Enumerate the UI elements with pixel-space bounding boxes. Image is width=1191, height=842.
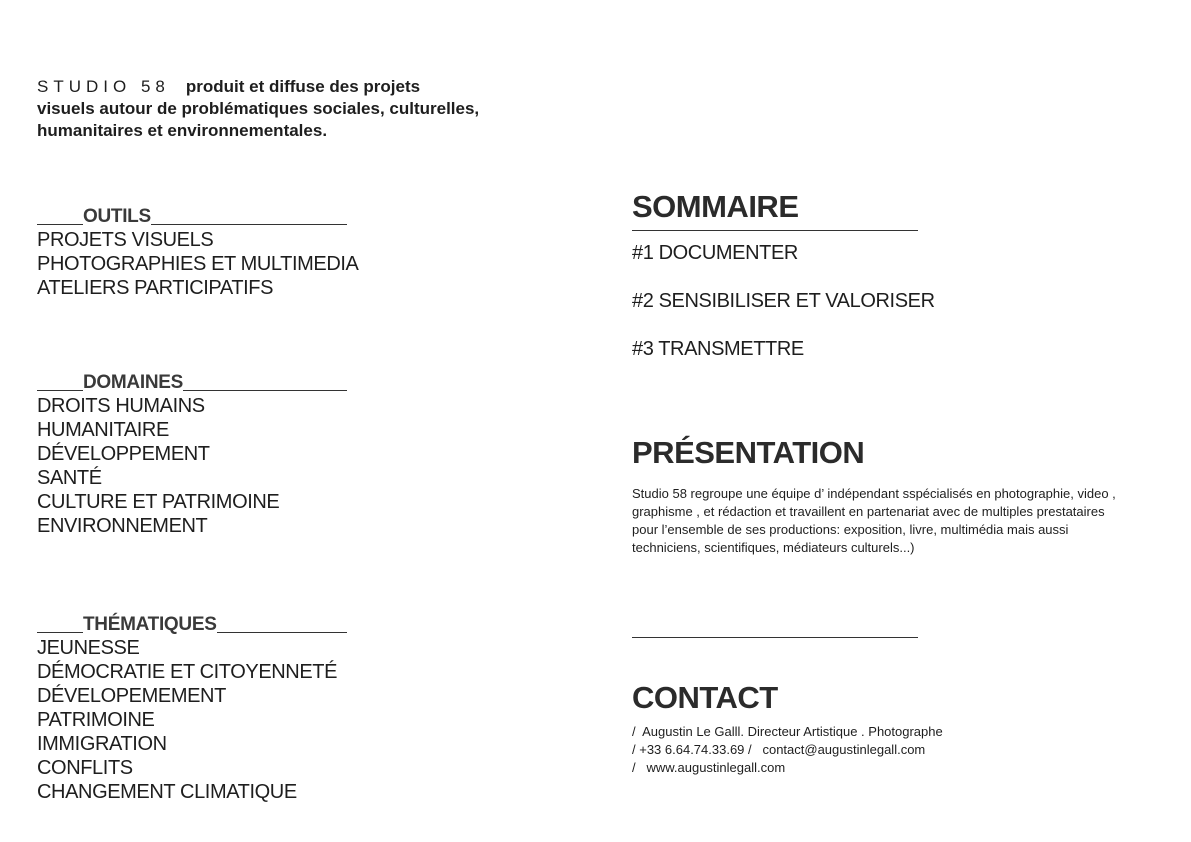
thematiques-title: THÉMATIQUES xyxy=(83,614,217,635)
outils-list xyxy=(37,228,359,300)
list-item: CHANGEMENT CLIMATIQUE xyxy=(37,781,297,803)
list-item: CULTURE ET PATRIMOINE xyxy=(37,491,280,513)
outils-header xyxy=(37,202,347,228)
domaines-title: DOMAINES xyxy=(83,372,183,393)
sommaire-rule xyxy=(632,230,918,231)
header-rule-lead xyxy=(37,224,83,225)
list-item: DÉMOCRATIE ET CITOYENNETÉ xyxy=(37,661,338,683)
contact-name-line: / Augustin Le Galll. Directeur Artistique . Photographe xyxy=(632,724,943,739)
outils-title: OUTILS xyxy=(83,206,151,227)
sommaire-section xyxy=(632,190,1132,385)
sommaire-item: #3 TRANSMETTRE xyxy=(632,338,804,360)
sommaire-list xyxy=(632,241,1132,385)
domaines-section xyxy=(37,368,347,538)
list-item: PROJETS VISUELS xyxy=(37,229,214,251)
thematiques-section xyxy=(37,610,347,804)
header-rule-tail xyxy=(183,390,347,391)
list-item: CONFLITS xyxy=(37,757,133,779)
contact-website-line: / www.augustinlegall.com xyxy=(632,760,786,775)
contact-lines xyxy=(632,723,1132,777)
list-item: DÉVELOPPEMENT xyxy=(37,443,210,465)
list-item: IMMIGRATION xyxy=(37,733,167,755)
sommaire-item: #2 SENSIBILISER ET VALORISER xyxy=(632,290,935,312)
list-item: ATELIERS PARTICIPATIFS xyxy=(37,277,274,299)
presentation-body: Studio 58 regroupe une équipe d’ indépendant sspécialisés en photographie, video , graphisme , et rédaction et travaillent en partenariat avec de multiples prestataires pour l’ensemble de ses productions: exposition, livre, multimédia mais aussi techniciens, scientifiques, médiateurs culturels...) xyxy=(632,486,1116,555)
intro-text xyxy=(37,76,507,142)
header-rule-lead xyxy=(37,632,83,633)
sommaire-item: #1 DOCUMENTER xyxy=(632,242,798,264)
list-item: DROITS HUMAINS xyxy=(37,395,205,417)
list-item: PATRIMOINE xyxy=(37,709,155,731)
header-rule-tail xyxy=(151,224,347,225)
outils-section xyxy=(37,202,359,300)
studio-brand: STUDIO 58 xyxy=(37,77,170,96)
divider xyxy=(632,637,918,638)
list-item: HUMANITAIRE xyxy=(37,419,169,441)
list-item: ENVIRONNEMENT xyxy=(37,515,208,537)
thematiques-list xyxy=(37,636,347,804)
domaines-header xyxy=(37,368,347,394)
list-item: SANTÉ xyxy=(37,467,102,489)
list-item: PHOTOGRAPHIES ET MULTIMEDIA xyxy=(37,253,359,275)
presentation-section xyxy=(632,436,1132,557)
header-rule-tail xyxy=(217,632,347,633)
contact-phone-email-line: / +33 6.64.74.33.69 / contact@augustinlegall.com xyxy=(632,742,926,757)
contact-section xyxy=(632,681,1132,777)
list-item: DÉVELOPEMEMENT xyxy=(37,685,226,707)
domaines-list xyxy=(37,394,347,538)
sommaire-title: SOMMAIRE xyxy=(632,189,799,224)
intro-line-3: humanitaires et environnementales. xyxy=(37,121,328,140)
presentation-title: PRÉSENTATION xyxy=(632,435,865,470)
intro-line-1: produit et diffuse des projets xyxy=(185,77,421,96)
contact-title: CONTACT xyxy=(632,680,778,715)
thematiques-header xyxy=(37,610,347,636)
list-item: JEUNESSE xyxy=(37,637,140,659)
intro-line-2: visuels autour de problématiques sociales, culturelles, xyxy=(37,99,480,118)
header-rule-lead xyxy=(37,390,83,391)
